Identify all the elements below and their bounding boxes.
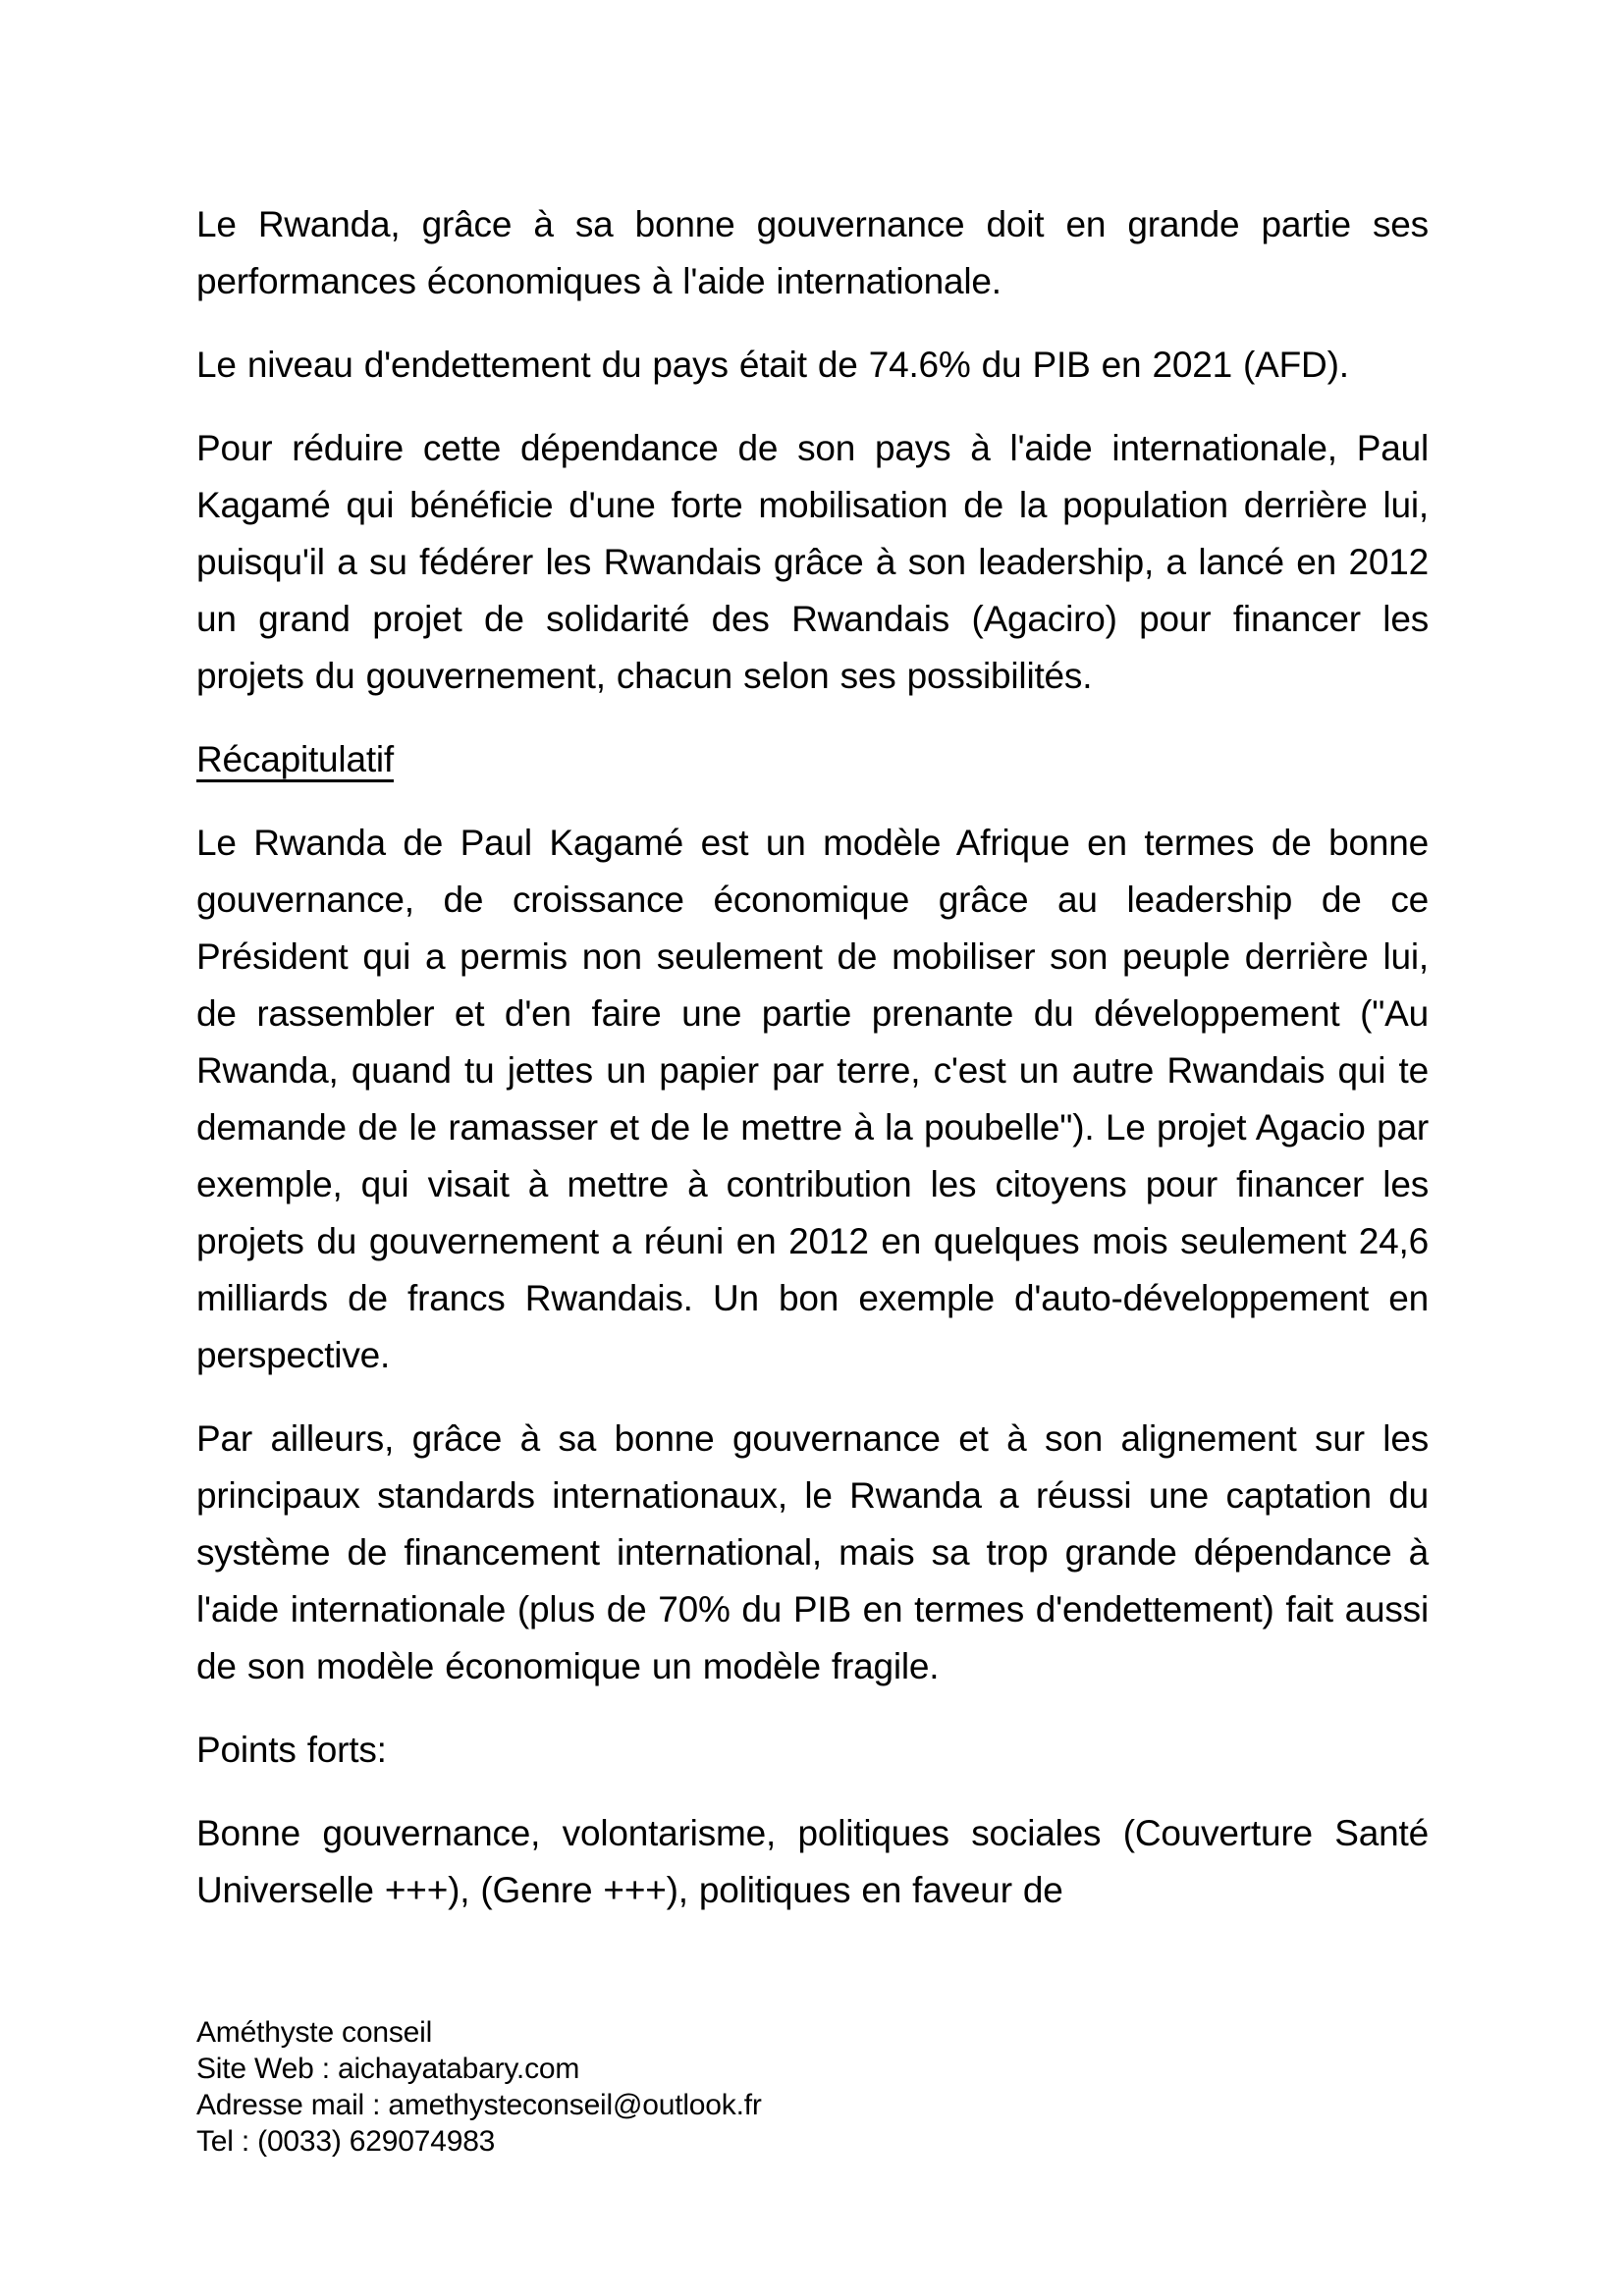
paragraph-recap-model: Le Rwanda de Paul Kagamé est un modèle Afrique en termes de bonne gouvernance, de croissance économique grâce au leadership de ce Président qui a permis non seulement de mobiliser son peuple derrière lui, de rassembler et d'en faire une partie prenante du développement ("Au Rwanda, quand tu jettes un papier par terre, c'est un autre Rwandais qui te demande de le ramasser et de le mettre à la poubelle"). Le projet Agacio par exemple, qui visait à mettre à contribution les citoyens pour financer les projets du gouvernement a réuni en 2012 en quelques mois seulement 24,6 milliards de francs Rwandais. Un bon exemple d'auto-développement en perspective. [196,823,1429,1375]
paragraph-debt-level: Le niveau d'endettement du pays était de 74.6% du PIB en 2021 (AFD). [196,345,1349,385]
document-body [196,196,1429,1946]
footer-company-name: Améthyste conseil [196,2016,433,2049]
heading-recapitulatif: Récapitulatif [196,739,395,779]
footer-email: Adresse mail : amethysteconseil@outlook.fr [196,2089,762,2121]
paragraph-agaciro-project: Pour réduire cette dépendance de son pays à l'aide internationale, Paul Kagamé qui bénéficie d'une forte mobilisation de la population derrière lui, puisqu'il a su fédérer les Rwandais grâce à son leadership, a lancé en 2012 un grand projet de solidarité des Rwandais (Agaciro) pour financer les projets du gouvernement, chacun selon ses possibilités. [196,428,1429,696]
footer-phone: Tel : (0033) 629074983 [196,2125,496,2158]
paragraph-points-forts-list: Bonne gouvernance, volontarisme, politiques sociales (Couverture Santé Universelle +++), (Genre +++), politiques en faveur de [196,1813,1429,1910]
paragraph-points-forts-label: Points forts: [196,1730,387,1770]
footer-website: Site Web : aichayatabary.com [196,2053,580,2085]
paragraph-governance-intro: Le Rwanda, grâce à sa bonne gouvernance doit en grande partie ses performances économiques à l'aide internationale. [196,204,1429,301]
page-footer [196,2014,1429,2160]
paragraph-fragile-model: Par ailleurs, grâce à sa bonne gouvernance et à son alignement sur les principaux standards internationaux, le Rwanda a réussi une captation du système de financement international, mais sa trop grande dépendance à l'aide internationale (plus de 70% du PIB en termes d'endettement) fait aussi de son modèle économique un modèle fragile. [196,1418,1429,1686]
